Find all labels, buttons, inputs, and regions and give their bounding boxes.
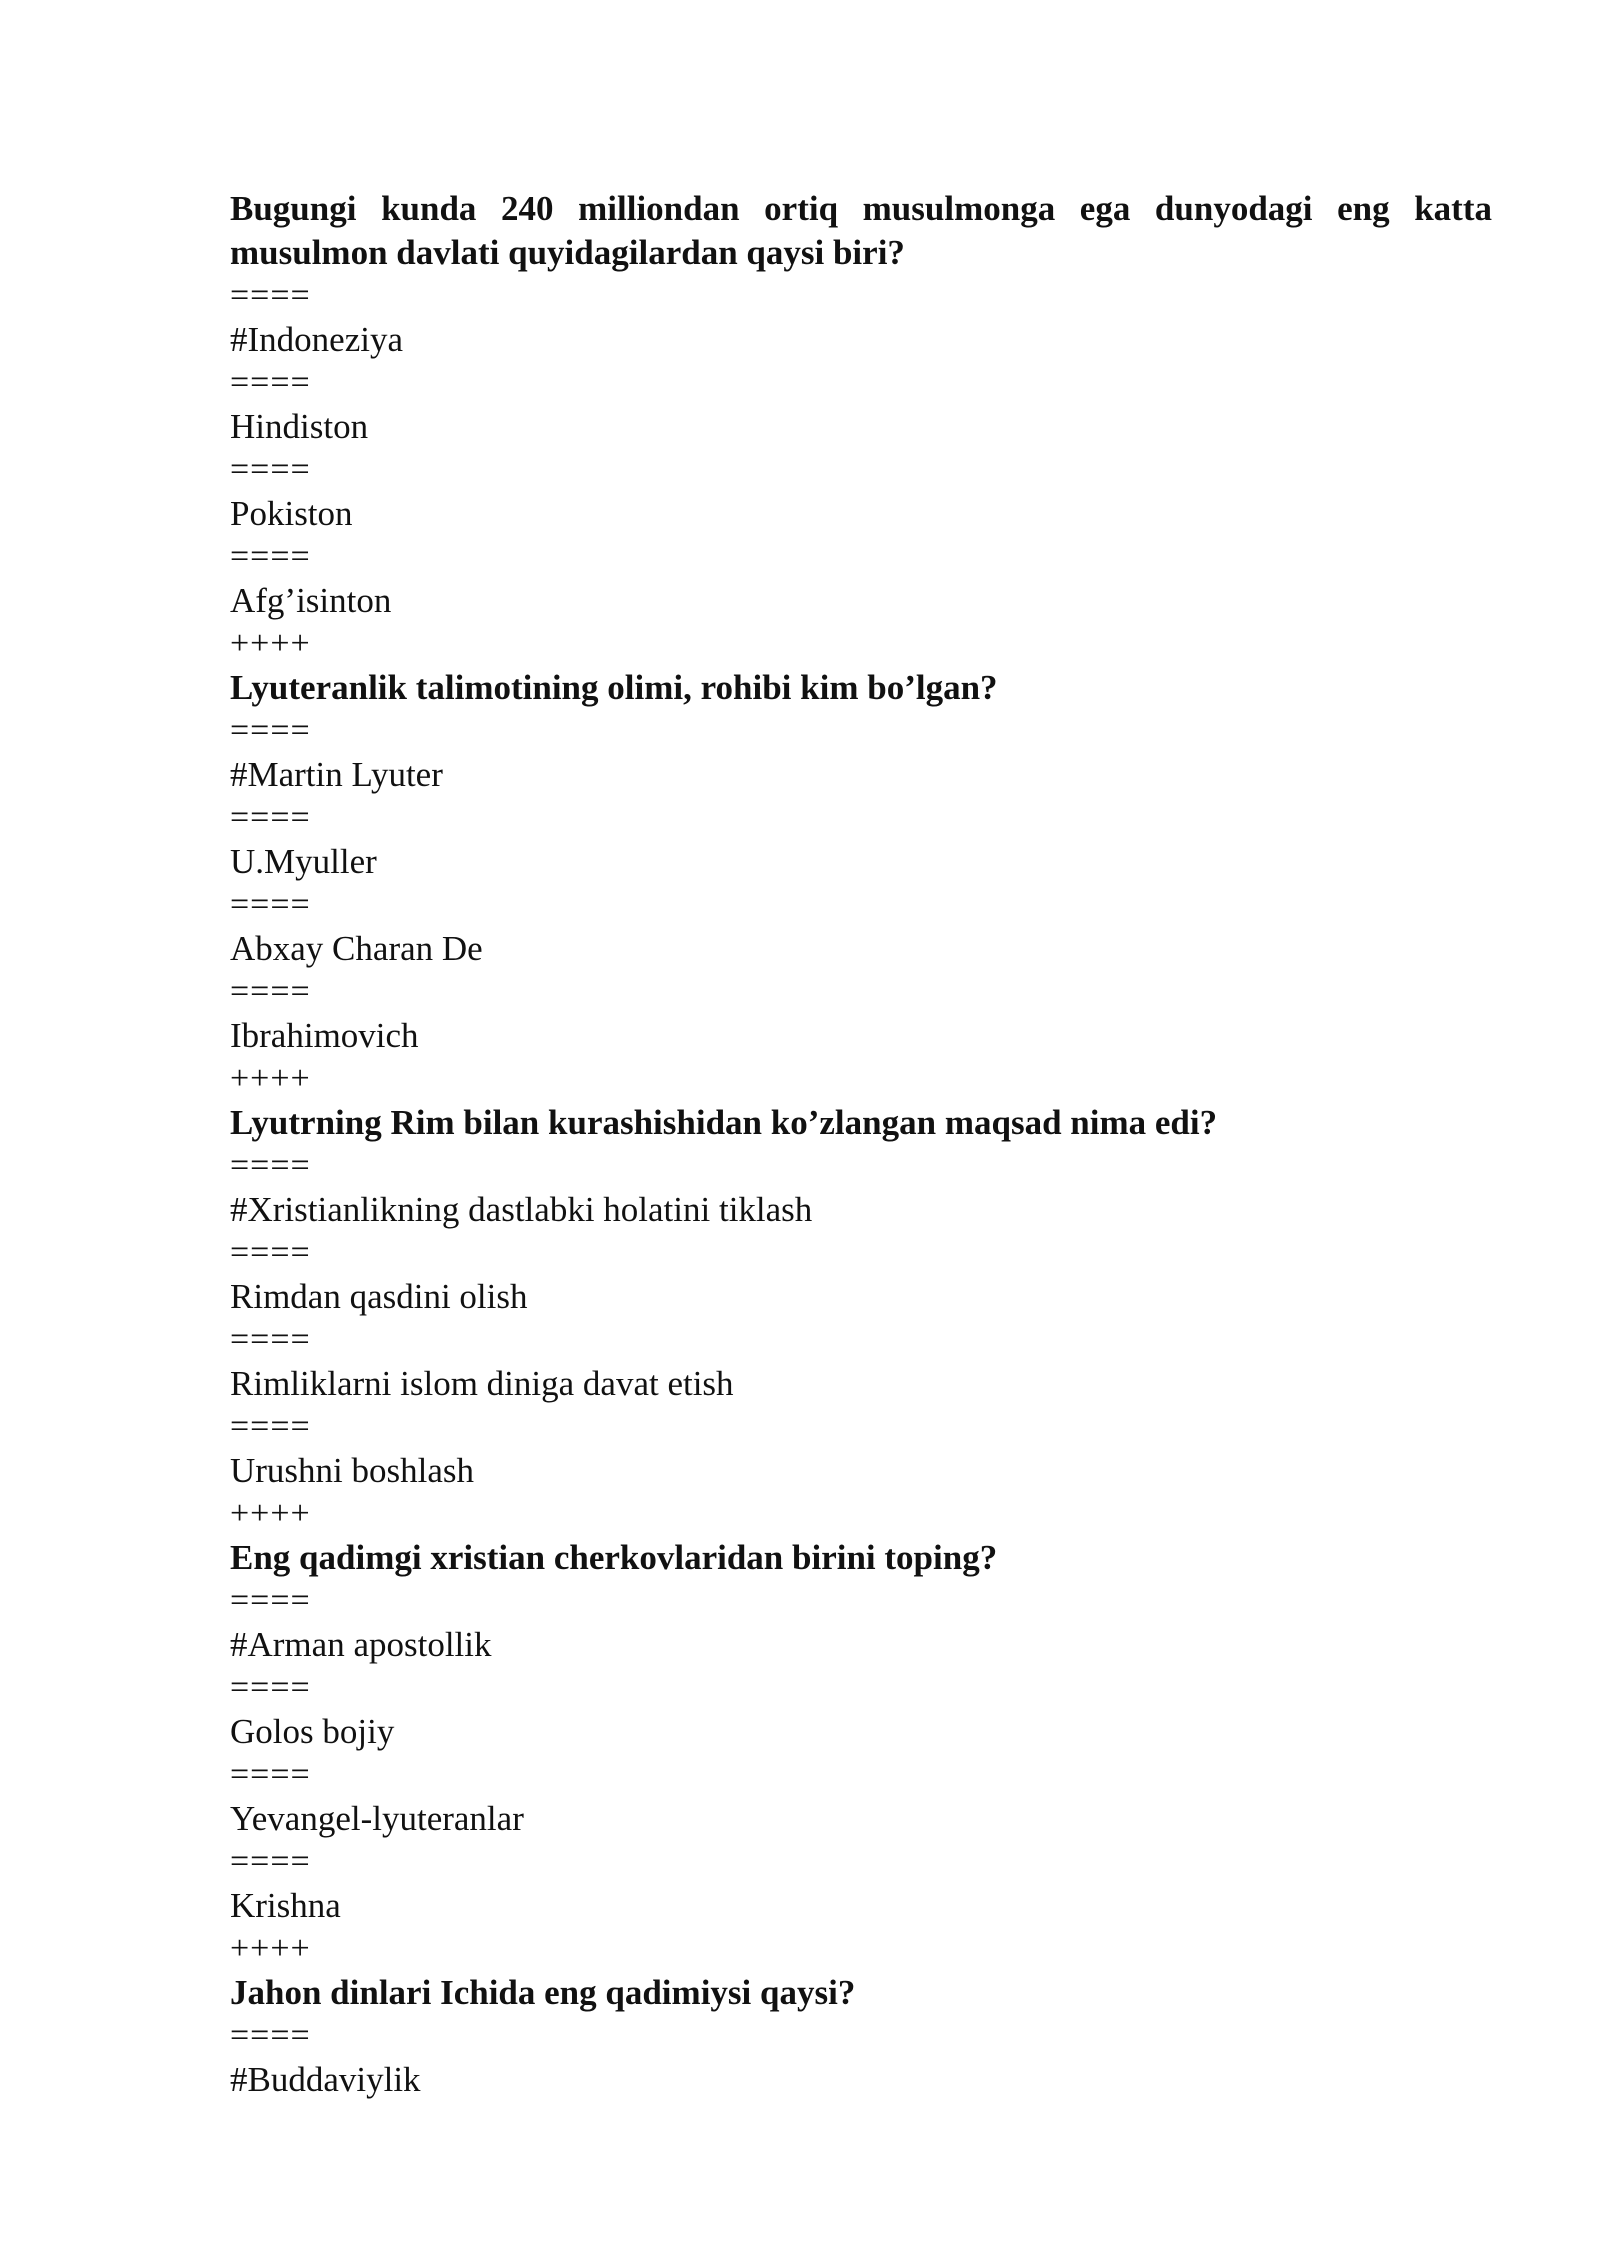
- answer-separator: ====: [230, 886, 311, 923]
- question-block: [230, 1536, 1492, 1971]
- question-end-marker: ++++: [230, 625, 311, 662]
- answer-separator: ====: [230, 712, 311, 749]
- answer-option: Afg’isinton: [230, 580, 392, 620]
- answer-option-correct: #Indoneziya: [230, 319, 403, 359]
- question-block: [230, 1971, 1492, 2102]
- answer-separator: ====: [230, 1843, 311, 1880]
- question-block: [230, 1101, 1492, 1536]
- answer-separator: ====: [230, 1321, 311, 1358]
- question-block: [230, 666, 1492, 1101]
- answer-separator: ====: [230, 1408, 311, 1445]
- answer-separator: ====: [230, 538, 311, 575]
- answer-option-correct: #Martin Lyuter: [230, 754, 443, 794]
- answer-separator: ====: [230, 451, 311, 488]
- answer-option: Ibrahimovich: [230, 1015, 419, 1055]
- answer-separator: ====: [230, 973, 311, 1010]
- answer-option: Krishna: [230, 1885, 341, 1925]
- answer-option: Golos bojiy: [230, 1711, 395, 1751]
- answer-option-correct: #Buddaviylik: [230, 2059, 421, 2099]
- answer-option: Pokiston: [230, 493, 353, 533]
- answer-option: Hindiston: [230, 406, 369, 446]
- answer-separator: ====: [230, 799, 311, 836]
- question-end-marker: ++++: [230, 1495, 311, 1532]
- question-end-marker: ++++: [230, 1930, 311, 1967]
- answer-option-correct: #Arman apostollik: [230, 1624, 492, 1664]
- answer-separator: ====: [230, 364, 311, 401]
- answer-separator: ====: [230, 1669, 311, 1706]
- answer-option: Rimliklarni islom diniga davat etish: [230, 1363, 734, 1403]
- document-page: [230, 187, 1492, 2101]
- answer-option: Rimdan qasdini olish: [230, 1276, 528, 1316]
- question-text: Bugungi kunda 240 milliondan ortiq musulmonga ega dunyodagi eng katta musulmon davlati quyidagilardan qaysi biri?: [230, 189, 1492, 272]
- answer-option: Urushni boshlash: [230, 1450, 475, 1490]
- question-text: Lyuteranlik talimotining olimi, rohibi kim bo’lgan?: [230, 667, 998, 707]
- answer-option: Yevangel-lyuteranlar: [230, 1798, 524, 1838]
- answer-separator: ====: [230, 1756, 311, 1793]
- answer-separator: ====: [230, 2017, 311, 2054]
- question-text: Lyutrning Rim bilan kurashishidan ko’zlangan maqsad nima edi?: [230, 1102, 1218, 1142]
- answer-option: U.Myuller: [230, 841, 377, 881]
- answer-separator: ====: [230, 1147, 311, 1184]
- answer-separator: ====: [230, 1582, 311, 1619]
- question-text: Eng qadimgi xristian cherkovlaridan birini toping?: [230, 1537, 998, 1577]
- answer-separator: ====: [230, 1234, 311, 1271]
- question-end-marker: ++++: [230, 1060, 311, 1097]
- answer-separator: ====: [230, 277, 311, 314]
- question-block: [230, 187, 1492, 666]
- question-text: Jahon dinlari Ichida eng qadimiysi qaysi?: [230, 1972, 856, 2012]
- answer-option: Abxay Charan De: [230, 928, 483, 968]
- answer-option-correct: #Xristianlikning dastlabki holatini tiklash: [230, 1189, 813, 1229]
